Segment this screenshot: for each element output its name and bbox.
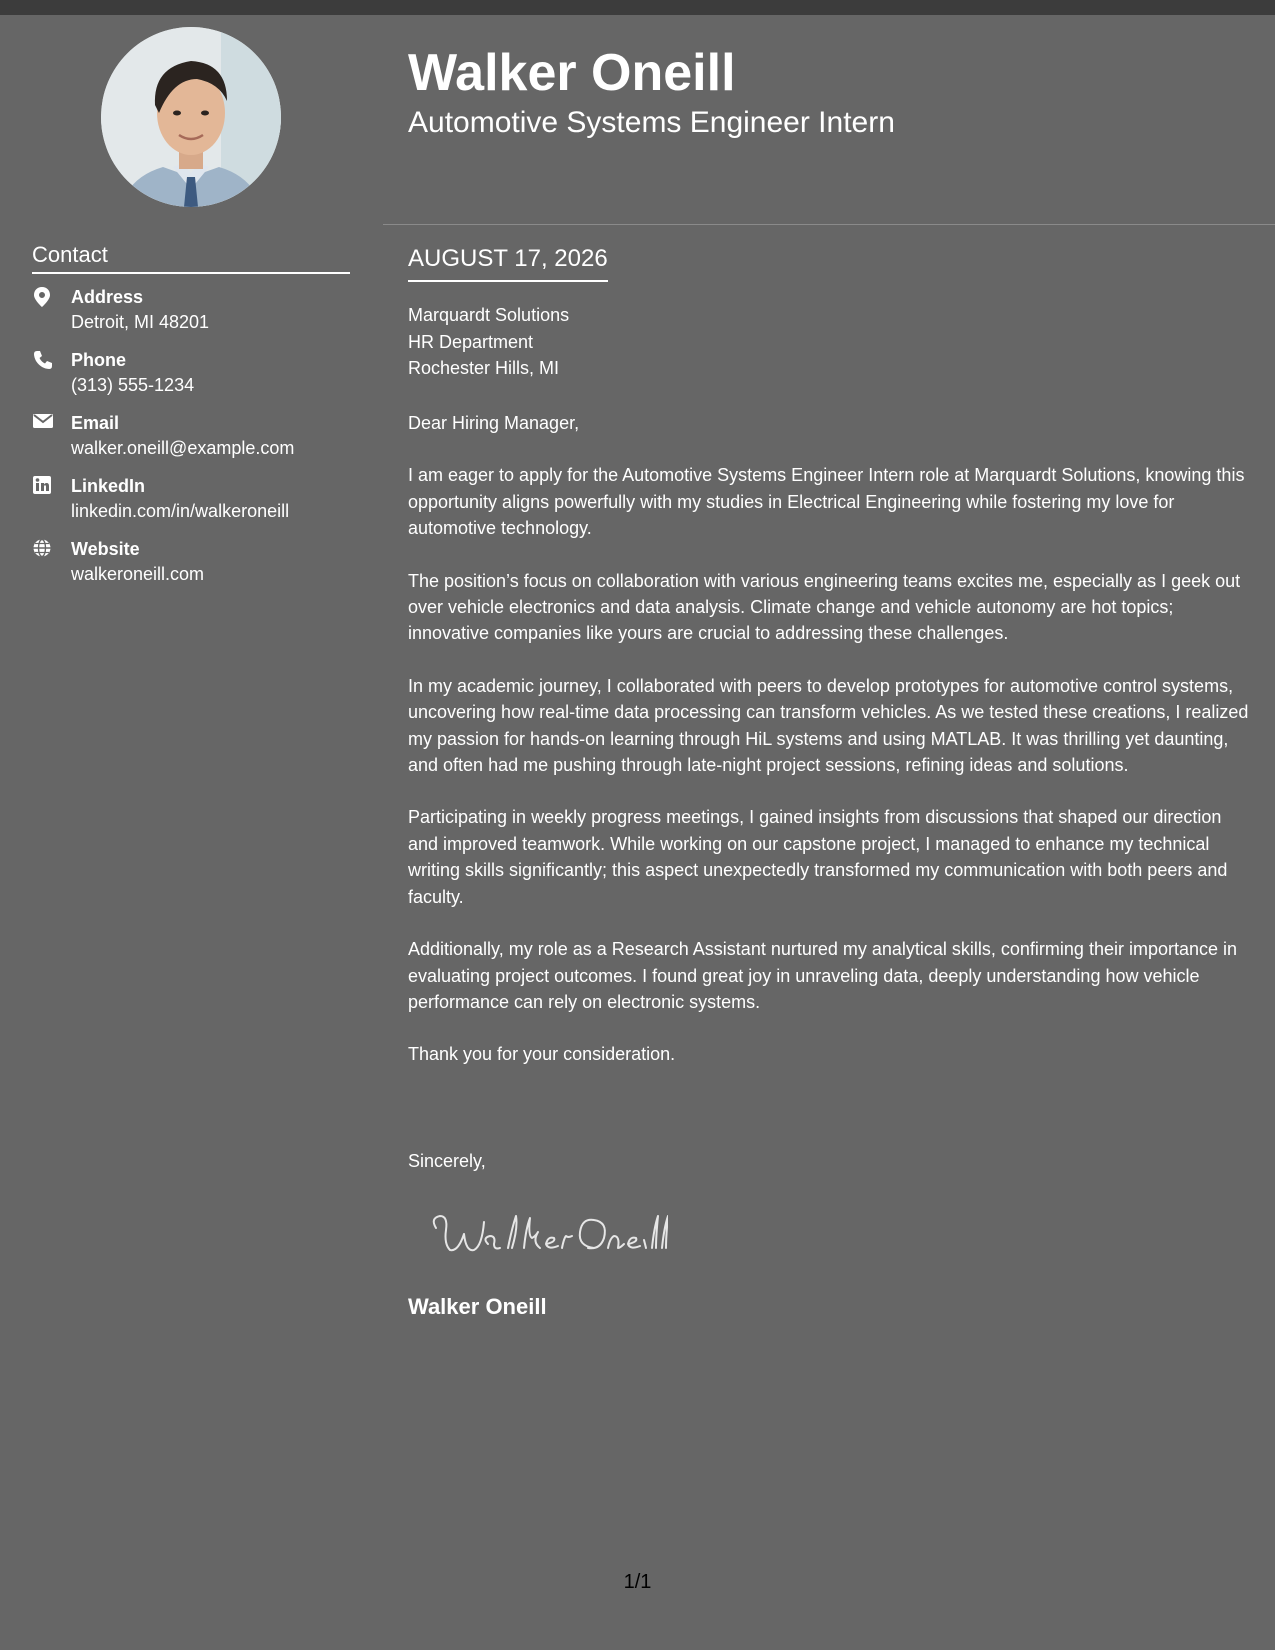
salutation: Dear Hiring Manager,: [408, 413, 580, 433]
contact-address: [32, 286, 352, 349]
contact-value: Detroit, MI 48201: [71, 312, 210, 332]
location-pin-icon: [32, 286, 56, 310]
phone-icon: [32, 349, 56, 373]
contact-label: Phone: [71, 350, 127, 370]
contact-linkedin: [32, 475, 352, 538]
top-bar: [0, 0, 1275, 15]
page-number: 1/1: [623, 1571, 652, 1593]
contact-label: LinkedIn: [71, 476, 146, 496]
recipient-line: Rochester Hills, MI: [408, 358, 560, 378]
closing: Sincerely,: [408, 1151, 486, 1171]
letter-body: [408, 410, 1250, 1094]
body-paragraph: The position’s focus on collaboration with various engineering teams excites me, especially as I geek out over vehicle electronics and data analysis. Climate change and vehicle autonomy are hot topics; innovative companies like yours are crucial to addressing these challenges.: [408, 570, 1241, 644]
job-title: Automotive Systems Engineer Intern: [408, 106, 895, 139]
contact-list: [32, 286, 352, 601]
recipient-line: Marquardt Solutions: [408, 305, 570, 325]
profile-photo: [101, 27, 281, 207]
contact-website: [32, 538, 352, 601]
globe-icon: [32, 538, 56, 562]
signer-name: Walker Oneill: [408, 1294, 547, 1319]
contact-email: [32, 412, 352, 475]
contact-heading: Contact: [32, 240, 350, 274]
linkedin-icon: [32, 475, 56, 499]
contact-value: walkeroneill.com: [71, 564, 205, 584]
header-divider: [383, 224, 1275, 225]
applicant-name: Walker Oneill: [408, 44, 736, 102]
contact-label: Website: [71, 539, 140, 559]
body-paragraph: In my academic journey, I collaborated with peers to develop prototypes for automotive control systems, uncovering how real-time data processing can transform vehicles. As we tested these creations, I realized my passion for hands-on learning through HiL systems and using MATLAB. It was thrilling yet daunting, and often had me pushing through late-night project sessions, refining ideas and solutions.: [408, 675, 1249, 776]
body-paragraph: Thank you for your consideration.: [408, 1044, 676, 1065]
body-paragraph: Additionally, my role as a Research Assistant nurtured my analytical skills, confirming their importance in evaluating project outcomes. I found great joy in unraveling data, deeply understanding how vehicle performance can rely on electronic systems.: [408, 939, 1238, 1012]
envelope-icon: [32, 412, 56, 436]
recipient-block: [408, 302, 569, 382]
handwritten-signature: [428, 1208, 668, 1268]
body-paragraph: Participating in weekly progress meetings, I gained insights from discussions that shaped our direction and improved teamwork. While working on our capstone project, I managed to enhance my technical writing skills significantly; this aspect unexpectedly transformed my communication with both peers and faculty.: [408, 807, 1228, 907]
recipient-line: HR Department: [408, 331, 534, 352]
contact-value: linkedin.com/in/walkeroneill: [71, 501, 290, 521]
contact-phone: [32, 349, 352, 412]
contact-label: Email: [71, 413, 120, 433]
contact-value: (313) 555-1234: [71, 375, 195, 395]
contact-label: Address: [71, 287, 144, 307]
body-paragraph: I am eager to apply for the Automotive Systems Engineer Intern role at Marquardt Solutions, knowing this opportunity aligns powerfully with my studies in Electrical Engineering while fostering my love for automotive technology.: [408, 465, 1245, 539]
letter-date: AUGUST 17, 2026: [408, 244, 608, 282]
contact-value: walker.oneill@example.com: [71, 438, 295, 458]
